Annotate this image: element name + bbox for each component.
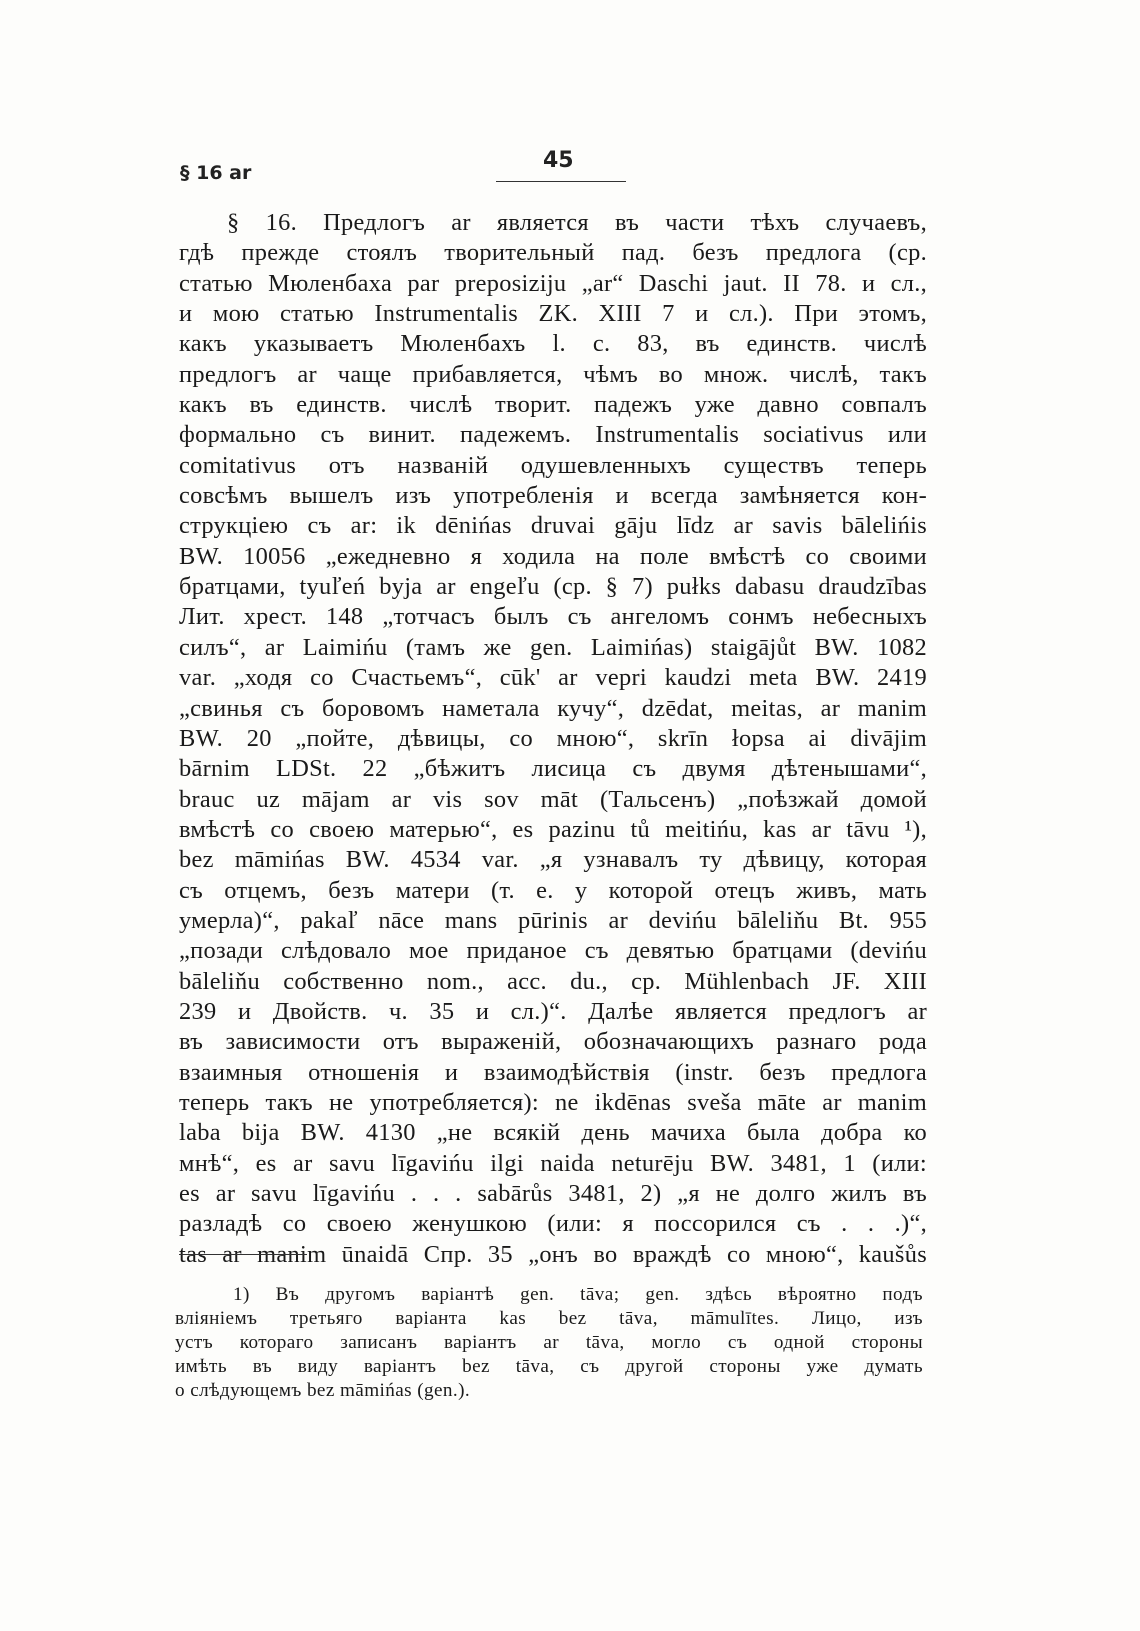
footnote-line: о слѣдующемъ bez māmińas (gen.). (175, 1380, 471, 1401)
text-line: var. „ходя со Счастьемъ“, cūk' ar vepri kaudzi meta BW. 2419 (179, 664, 927, 692)
running-header (180, 148, 940, 188)
text-line: laba bija BW. 4130 „не всякій день мачиха была добра ко (179, 1119, 927, 1147)
footnote-line: 1) Въ другомъ варіантѣ gen. tāva; gen. здѣсь вѣроятно подъ (233, 1284, 923, 1305)
text-line: статью Мюленбаха par preposiziju „ar“ Daschi jaut. II 78. и сл., (179, 269, 927, 297)
section-reference: § 16 ar (180, 162, 252, 184)
text-line: brauc uz mājam ar vis sov māt (Тальсенъ) „поѣзжай домой (179, 785, 927, 813)
text-line: какъ указываетъ Мюленбахъ l. c. 83, въ единств. числѣ (179, 330, 927, 358)
text-line: какъ въ единств. числѣ творит. падежъ уже давно совпалъ (179, 391, 927, 419)
page-number: 45 (543, 148, 574, 173)
text-line: струкціею съ ar: ik dēnińas druvai gāju līdz ar savis bālelińis (179, 512, 927, 540)
footnote (175, 1283, 923, 1403)
text-line: § 16. Предлогъ ar является въ части тѣхъ случаевъ, (227, 209, 927, 236)
footnote-separator (179, 1254, 307, 1255)
text-line: bez māmińas BW. 4534 var. „я узнавалъ ту дѣвицу, которая (179, 846, 927, 874)
text-line: comitativus отъ названій одушевленныхъ существъ теперь (179, 451, 927, 479)
footnote-line: имѣть въ виду варіантъ bez tāva, съ другой стороны уже думать (175, 1356, 923, 1377)
text-line: въ зависимости отъ выраженій, обозначающихъ разнаго рода (179, 1028, 927, 1056)
text-line: совсѣмъ вышелъ изъ употребленія и всегда замѣняется кон- (179, 482, 927, 510)
text-line: теперь такъ не употребляется): ne ikdēnas sveša māte ar manim (179, 1088, 927, 1116)
footnote-line: устъ котораго записанъ варіантъ ar tāva, могло съ одной стороны (175, 1332, 923, 1353)
text-line: es ar savu līgavińu . . . sabārůs 3481, 2) „я не долго жилъ въ (179, 1180, 927, 1207)
text-line: BW. 10056 „ежедневно я ходила на поле вмѣстѣ со своими (179, 542, 927, 570)
text-line: 239 и Двойств. ч. 35 и сл.)“. Далѣе является предлогъ ar (179, 997, 927, 1025)
text-line: bāleliňu собственно nom., acc. du., ср. Mühlenbach JF. XIII (179, 967, 927, 995)
text-line: „позади слѣдовало мое приданое съ девятью братцами (devińu (179, 937, 927, 965)
text-line: вмѣстѣ со своею матерью“, es pazinu tů meitińu, kas ar tāvu ¹), (179, 815, 927, 843)
text-line: взаимныя отношенія и взаимодѣйствія (instr. безъ предлога (179, 1058, 927, 1086)
text-line: предлогъ ar чаще прибавляется, чѣмъ во множ. числѣ, такъ (179, 360, 927, 388)
text-line: мнѣ“, es ar savu līgavińu ilgi naida neturēju BW. 3481, 1 (или: (179, 1149, 927, 1177)
text-line: BW. 20 „пойте, дѣвицы, со мною“, skrīn łopsa ai divājim (179, 724, 927, 752)
text-line: умерла)“, pakaľ nāce mans pūrinis ar devińu bāleliňu Bt. 955 (179, 906, 927, 934)
text-line: bārnim LDSt. 22 „бѣжитъ лисица съ двумя дѣтенышами“, (179, 755, 927, 783)
text-line: силъ“, ar Laimińu (тамъ же gen. Laimińas) staigājůt BW. 1082 (179, 633, 927, 661)
text-line: Лит. хрест. 148 „тотчасъ былъ съ ангеломъ сонмъ небесныхъ (179, 603, 927, 631)
text-line: съ отцемъ, безъ матери (т. е. у которой отецъ живъ, мать (179, 876, 927, 904)
text-line: „свинья съ боровомъ наметала кучу“, dzēdat, meitas, ar manim (179, 694, 927, 722)
header-rule (496, 181, 626, 182)
text-line: и мою статью Instrumentalis ZK. XIII 7 и сл.). При этомъ, (179, 300, 927, 328)
text-line: формально съ винит. падежемъ. Instrumentalis sociativus или (179, 421, 927, 449)
main-paragraph (179, 208, 927, 1270)
text-line: tas ar manim ūnaidā Спр. 35 „онъ во враждѣ со мною“, kaušůs (179, 1240, 927, 1268)
text-line: гдѣ прежде стоялъ творительный пад. безъ предлога (ср. (179, 239, 927, 267)
text-line: братцами, tyuľeń byja ar engeľu (ср. § 7) pułks dabasu draudzības (179, 573, 927, 601)
text-line: разладѣ со своею женушкою (или: я поссорился съ . . .)“, (179, 1210, 927, 1238)
footnote-line: вліяніемъ третьяго варіанта kas bez tāva, māmulītes. Лицо, изъ (175, 1308, 923, 1329)
